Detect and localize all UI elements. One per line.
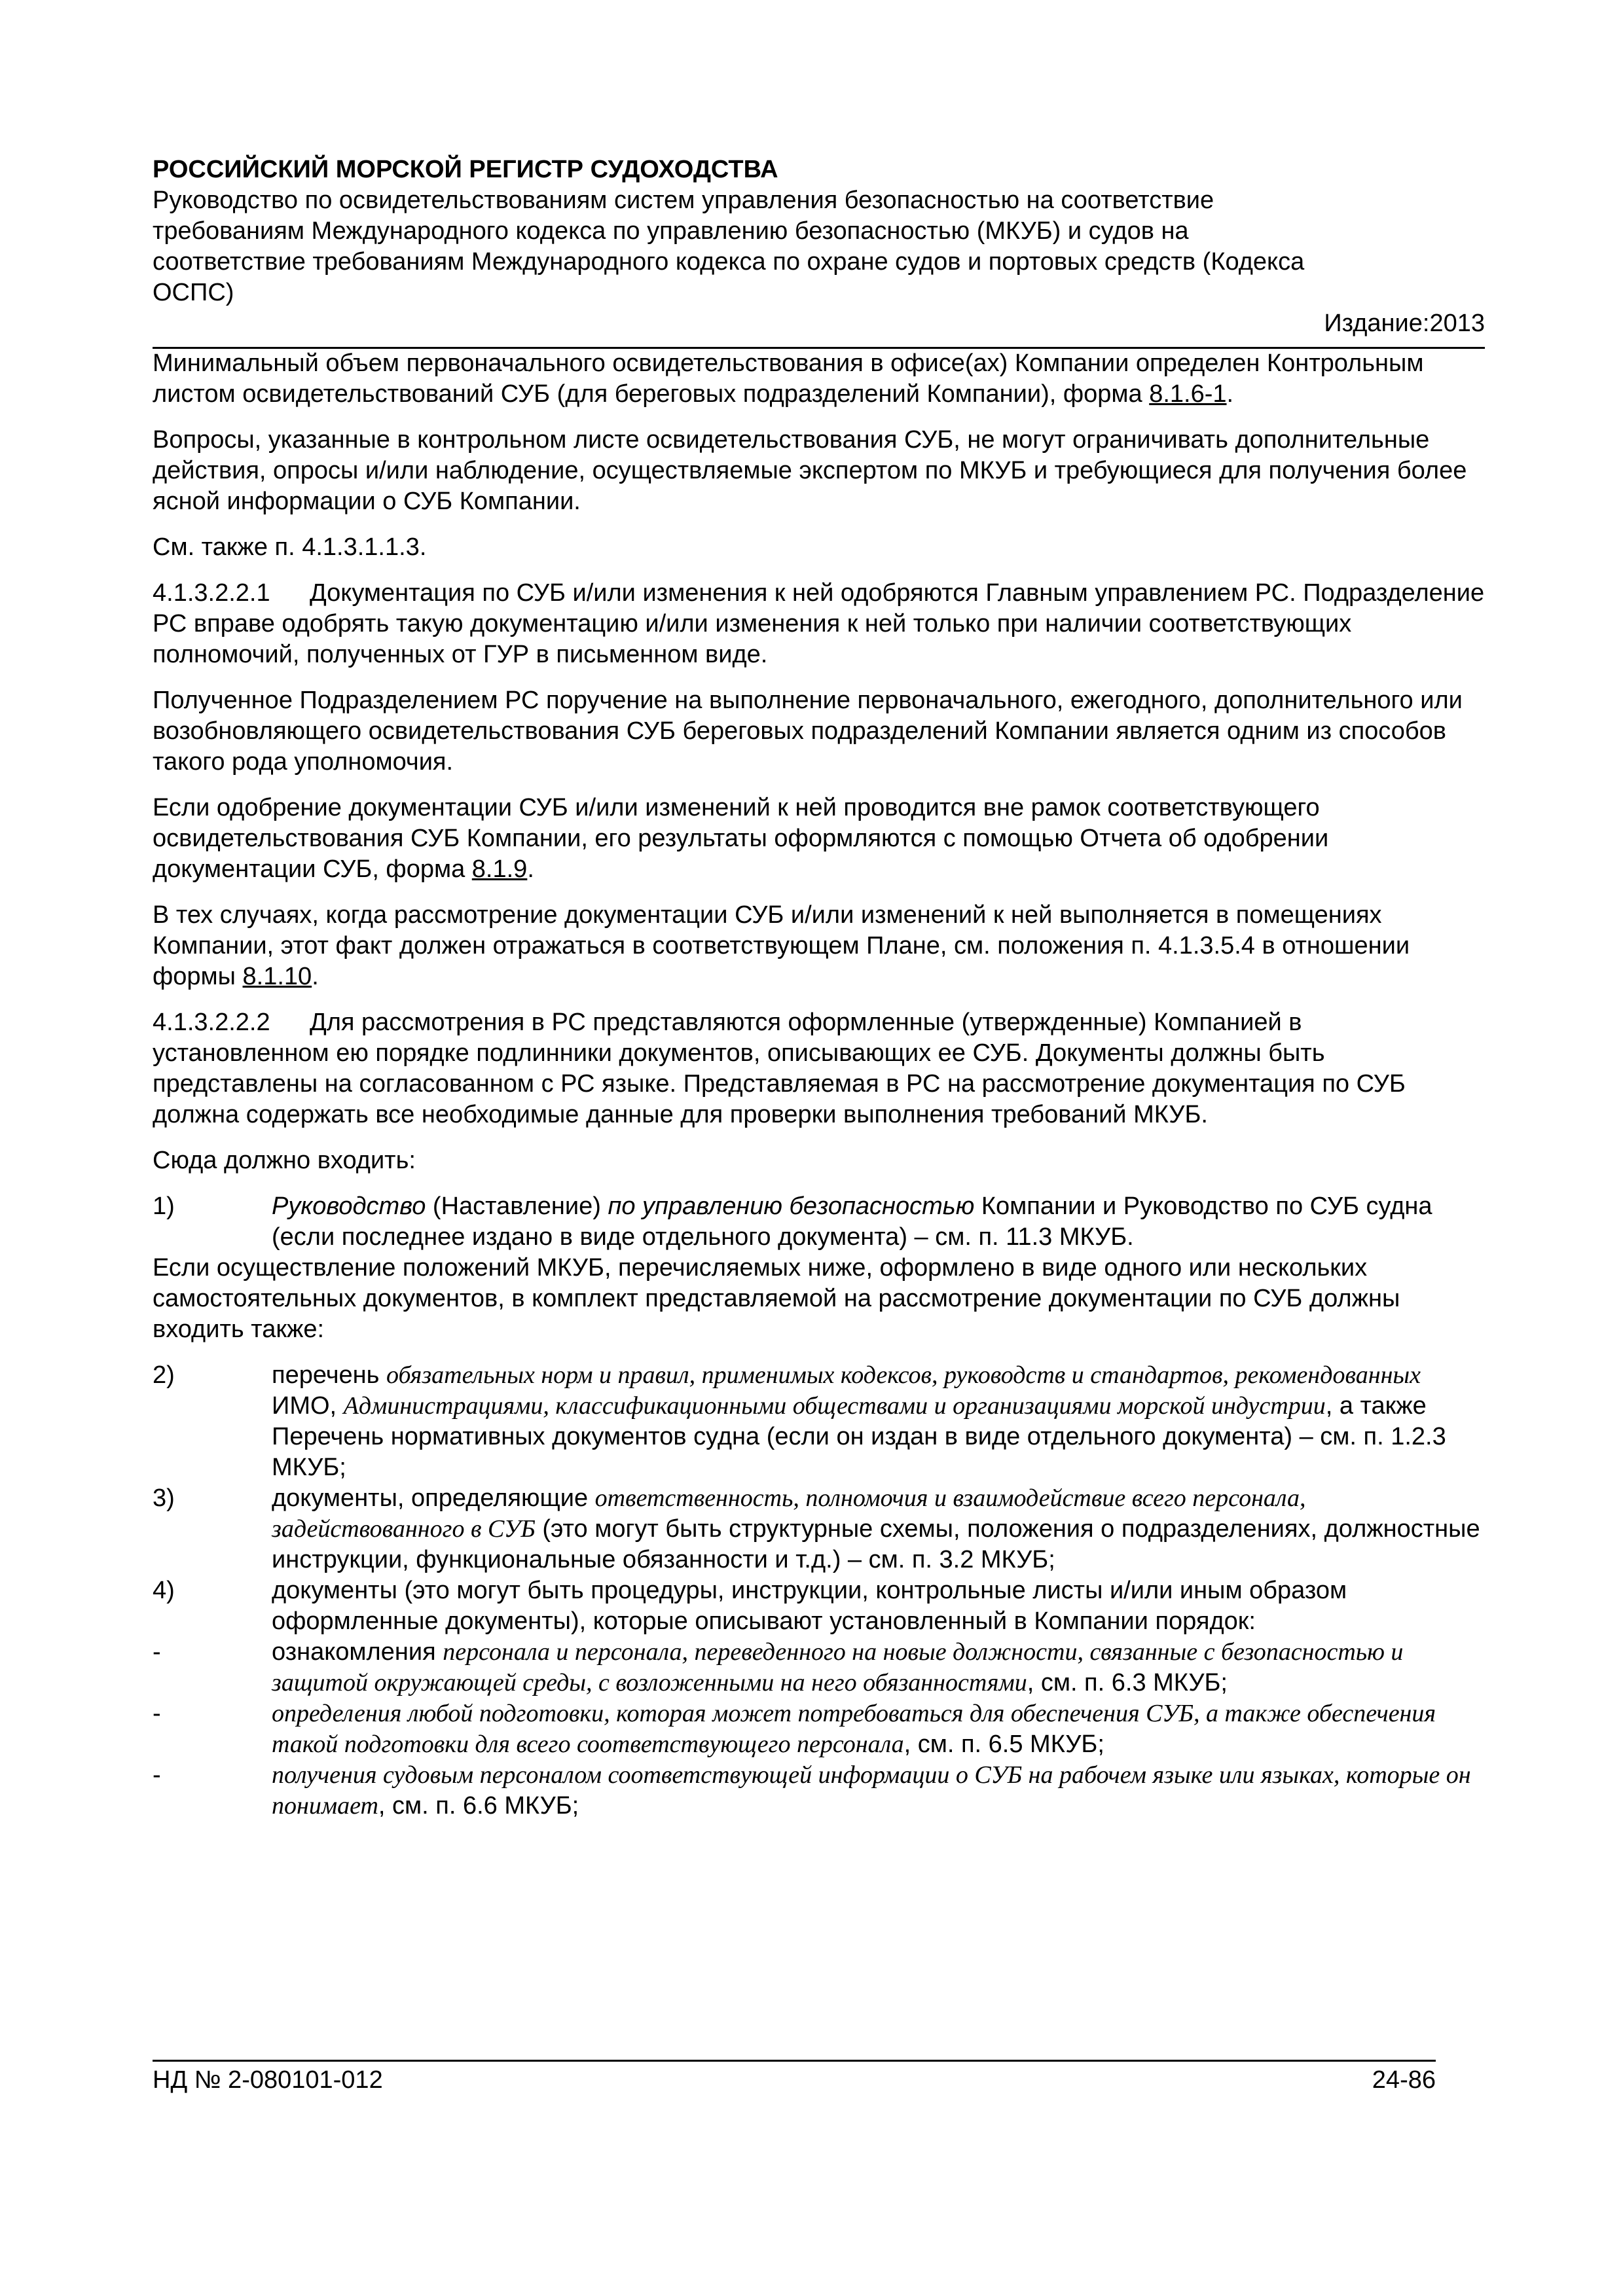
document-header	[153, 154, 1485, 339]
dash-marker: -	[153, 1700, 161, 1727]
list-item-text	[272, 1360, 1485, 1483]
italic-text: обязательных норм и правил, применимых кодексов, руководств и стандартов, рекомендованных	[386, 1361, 1421, 1389]
section-number: 4.1.3.2.2.1	[153, 579, 270, 607]
form-link[interactable]: 8.1.9	[471, 855, 528, 883]
list-marker: 2)	[153, 1361, 175, 1389]
list-marker: 1)	[153, 1193, 175, 1220]
dash-item	[153, 1698, 1485, 1760]
document-subtitle-line: Руководство по освидетельствованиям систем управления безопасностью на соответствие	[153, 187, 1214, 214]
form-link[interactable]: 8.1.10	[242, 963, 312, 990]
section-paragraph	[153, 578, 1485, 670]
page-number: 24-86	[1372, 2066, 1436, 2094]
paragraph	[153, 793, 1485, 885]
list-item-text	[272, 1760, 1485, 1821]
punctuation: .	[312, 963, 319, 990]
text: перечень	[272, 1361, 386, 1389]
punctuation: .	[1226, 380, 1234, 408]
paragraph	[153, 348, 1485, 410]
italic-text: Руководство	[272, 1193, 426, 1220]
text: Компании и Руководство по СУБ судна (если последнее издано в виде отдельного документа) – см. п. 11.3 МКУБ.	[272, 1193, 1432, 1251]
paragraph: Полученное Подразделением РС поручение на выполнение первоначального, ежегодного, дополнительного или возобновляющего освидетельствования СУБ береговых подразделений Компании является одним из способов такого рода уполномочия.	[153, 687, 1463, 776]
document-body	[153, 348, 1485, 1821]
italic-text: Администрациями, классификационными обществами и организациями морской индустрии	[343, 1392, 1326, 1420]
document-subtitle-line: соответствие требованиям Международного кодекса по охране судов и портовых средств (Кодекса	[153, 248, 1305, 276]
paragraph: Сюда должно входить:	[153, 1147, 416, 1174]
paragraph-text: Если одобрение документации СУБ и/или изменений к ней проводится вне рамок соответствующего освидетельствования СУБ Компании, его результаты оформляются с помощью Отчета об одобрении документации СУБ, форма	[153, 794, 1329, 883]
footer-divider	[153, 2060, 1436, 2062]
document-subtitle-line: требованиям Международного кодекса по управлению безопасностью (МКУБ) и судов на	[153, 217, 1189, 245]
paragraph-text: Документация по СУБ и/или изменения к ней одобряются Главным управлением РС. Подразделение РС вправе одобрять такую документацию и/или изменения к ней только при наличии соответствующих полномочий, полученных от ГУР в письменном виде.	[153, 579, 1485, 668]
document-number: НД № 2-080101-012	[153, 2066, 383, 2094]
text: ИМО,	[272, 1392, 344, 1420]
text: , см. п. 6.3 МКУБ;	[1027, 1669, 1228, 1696]
text: , а также Перечень нормативных документов судна (если он издан в виде отдельного документа) – см. п. 1.2.3 МКУБ;	[272, 1392, 1446, 1481]
list-item-text	[272, 1191, 1485, 1253]
list-item	[153, 1575, 1485, 1637]
form-link[interactable]: 8.1.6-1	[1149, 380, 1227, 408]
paragraph-text: Минимальный объем первоначального освидетельствования в офисе(ах) Компании определен Контрольным листом освидетельствований СУБ (для береговых подразделений Компании), форма	[153, 350, 1424, 408]
text: документы, определяющие	[272, 1484, 595, 1512]
section-paragraph	[153, 1007, 1485, 1130]
list-item	[153, 1360, 1485, 1483]
paragraph-text: Для рассмотрения в РС представляются оформленные (утвержденные) Компанией в установленном ею порядке подлинники документов, описывающих ее СУБ. Документы должны быть представлены на согласованном с РС языке. Представляемая в РС на рассмотрение документация по СУБ должна содержать все необходимые данные для проверки выполнения требований МКУБ.	[153, 1009, 1406, 1128]
edition-label: Издание:2013	[1324, 310, 1485, 337]
punctuation: .	[527, 855, 534, 883]
italic-text: по управлению безопасностью	[608, 1193, 975, 1220]
text: , см. п. 6.6 МКУБ;	[378, 1792, 579, 1820]
paragraph-text: В тех случаях, когда рассмотрение документации СУБ и/или изменений к ней выполняется в помещениях Компании, этот факт должен отражаться в соответствующем Плане, см. положения п. 4.1.3.5.4 в отношении формы	[153, 901, 1410, 990]
list-item-text: документы (это могут быть процедуры, инструкции, контрольные листы и/или иным образом оформленные документы), которые описывают установленный в Компании порядок:	[272, 1577, 1347, 1635]
text: ознакомления	[272, 1638, 443, 1666]
list-item-text	[272, 1637, 1485, 1698]
document-subtitle-line: ОСПС)	[153, 279, 234, 306]
organization-title: РОССИЙСКИЙ МОРСКОЙ РЕГИСТР СУДОХОДСТВА	[153, 156, 778, 183]
list-item-text	[272, 1698, 1485, 1760]
dash-item	[153, 1760, 1485, 1821]
section-number: 4.1.3.2.2.2	[153, 1009, 270, 1036]
paragraph: Если осуществление положений МКУБ, перечисляемых ниже, оформлено в виде одного или нескольких самостоятельных документов, в комплект представляемой на рассмотрение документации по СУБ должны входить также:	[153, 1254, 1400, 1343]
dash-marker: -	[153, 1638, 161, 1666]
text: , см. п. 6.5 МКУБ;	[903, 1731, 1104, 1758]
list-item-text	[272, 1483, 1485, 1575]
text: (Наставление)	[426, 1193, 608, 1220]
italic-text: персонала и персонала, переведенного на новые должности, связанные с безопасностью и защитой окружающей среды, с возложенными на него обязанностями	[272, 1638, 1404, 1696]
paragraph: См. также п. 4.1.3.1.1.3.	[153, 533, 427, 561]
list-item	[153, 1483, 1485, 1575]
dash-marker: -	[153, 1761, 161, 1789]
italic-text: получения судовым персоналом соответствующей информации о СУБ на рабочем языке или языках, которые он понимает	[272, 1761, 1471, 1820]
italic-text: определения любой подготовки, которая может потребоваться для обеспечения СУБ, а также обеспечения такой подготовки для всего соответствующего персонала	[272, 1700, 1436, 1758]
italic-text: ответственность, полномочия и взаимодействие всего персонала, задействованного в СУБ	[272, 1484, 1306, 1543]
text: (это могут быть структурные схемы, положения о подразделениях, должностные инструкции, функциональные обязанности и т.д.) – см. п. 3.2 МКУБ;	[272, 1515, 1480, 1573]
list-item	[153, 1191, 1485, 1253]
list-marker: 3)	[153, 1484, 175, 1512]
dash-item	[153, 1637, 1485, 1698]
paragraph: Вопросы, указанные в контрольном листе освидетельствования СУБ, не могут ограничивать дополнительные действия, опросы и/или наблюдение, осуществляемые экспертом по МКУБ и требующиеся для получения более ясной информации о СУБ Компании.	[153, 426, 1467, 515]
list-marker: 4)	[153, 1577, 175, 1604]
paragraph	[153, 900, 1485, 992]
